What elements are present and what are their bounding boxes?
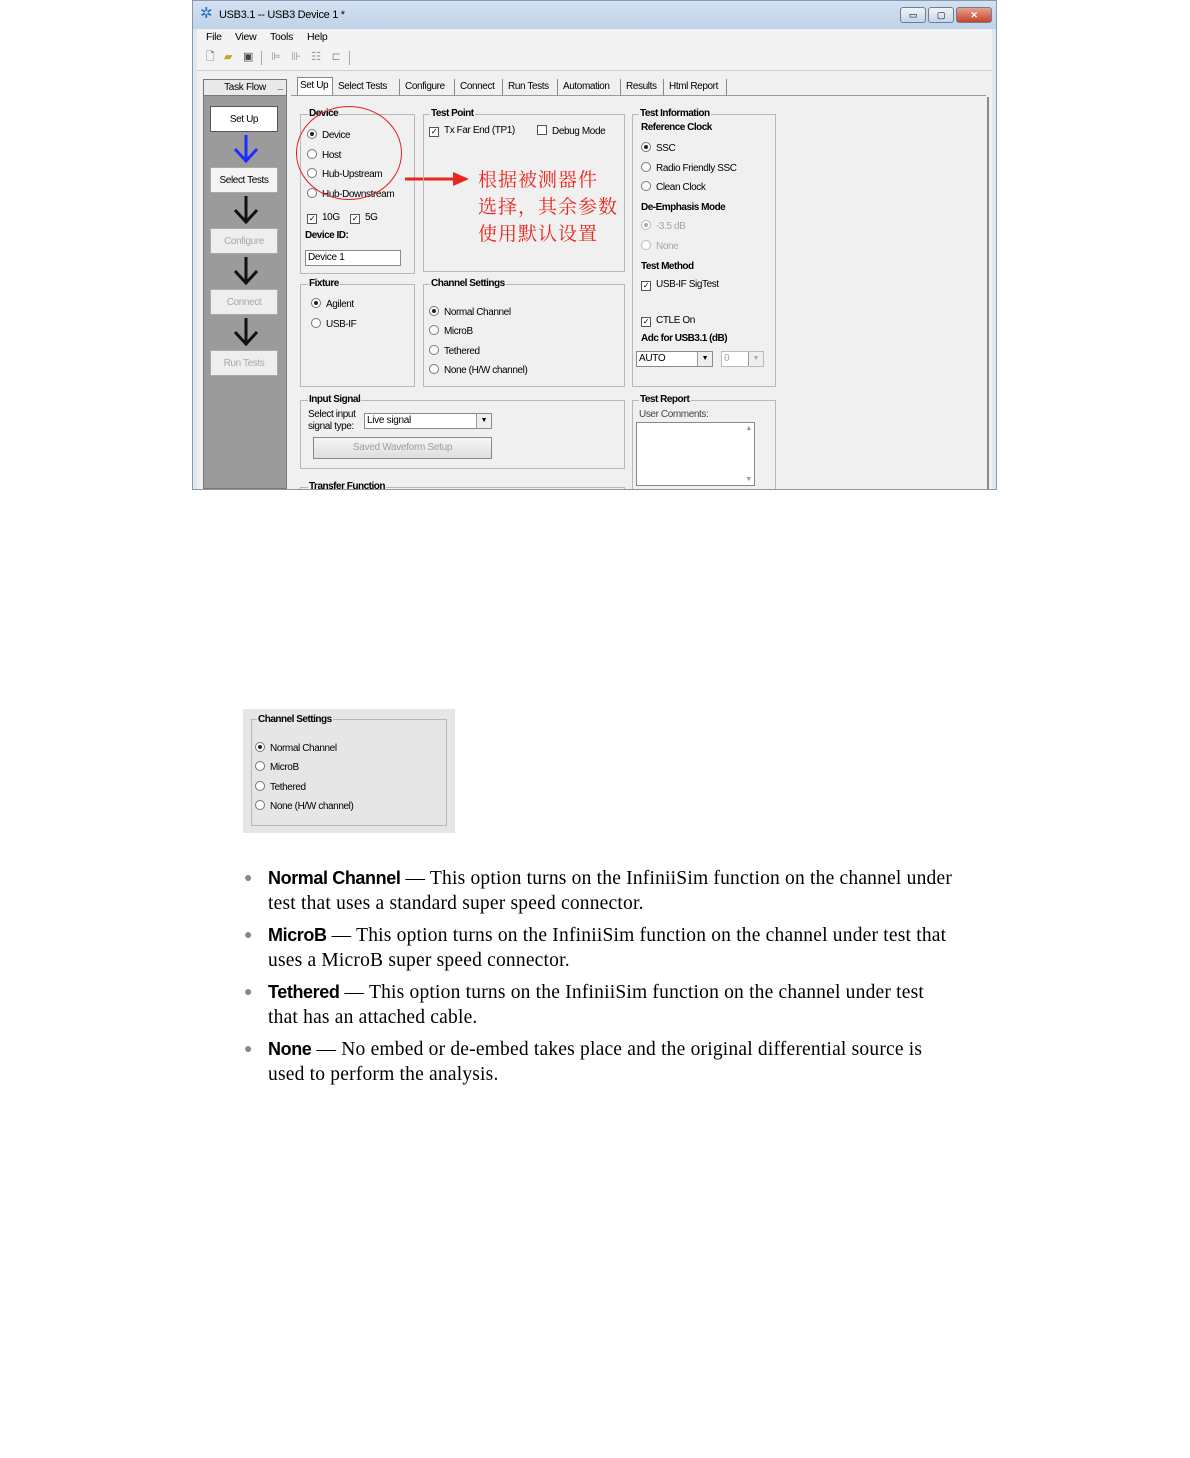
tab-select-tests[interactable]: Select Tests: [336, 79, 400, 95]
bullet-icon: ●: [244, 871, 253, 886]
radio-label: Agilent: [326, 299, 354, 310]
radio-icon: [255, 800, 265, 810]
radio-icon: [641, 162, 651, 172]
chevron-down-icon[interactable]: ▼: [476, 414, 491, 428]
radio-normal-channel[interactable]: [429, 306, 511, 318]
description: — This option turns on the InfiniiSim function on the channel under test that uses a standard super speed connector.: [268, 868, 953, 914]
list-item: [244, 980, 954, 1030]
radio-deemph-none[interactable]: [641, 240, 678, 252]
checkbox-checked-icon: ✓: [642, 317, 650, 326]
maximize-button[interactable]: ▢: [928, 7, 954, 23]
radio-icon: [311, 318, 321, 328]
user-comments-textarea[interactable]: [636, 422, 755, 486]
step-connect[interactable]: Connect: [210, 289, 278, 315]
tab-html-report[interactable]: Html Report: [667, 79, 727, 95]
signal-type-label-2: signal type:: [308, 421, 354, 432]
stop-icon[interactable]: ⊏: [331, 51, 341, 63]
list-item: [244, 923, 954, 973]
radio-selected-icon: [255, 742, 265, 752]
toolbar: [197, 46, 992, 71]
adc-value-select[interactable]: [721, 351, 764, 367]
radio-minus-3-5-db[interactable]: [641, 220, 685, 232]
adc-value: 0: [724, 353, 730, 364]
task-flow-panel: [203, 79, 287, 489]
radio-selected-icon: [641, 142, 651, 152]
checkbox-label: 5G: [365, 212, 378, 223]
snippet-title: Channel Settings: [258, 714, 332, 725]
radio-label: None: [656, 241, 679, 252]
tab-results[interactable]: Results: [624, 79, 664, 95]
radio-label: -3.5 dB: [656, 221, 686, 232]
tab-set-up[interactable]: Set Up: [297, 77, 333, 96]
snippet-radio-tethered: [255, 781, 306, 793]
app-logo-icon: ✲: [200, 5, 213, 22]
list-item: [244, 1037, 954, 1087]
radio-icon: [255, 761, 265, 771]
title-bar: [193, 1, 996, 29]
checkbox-checked-icon: ✓: [430, 127, 438, 136]
checkbox-checked-icon: ✓: [308, 214, 316, 223]
reference-clock-label: Reference Clock: [641, 122, 712, 133]
menu-bar: [197, 29, 992, 46]
radio-icon: [429, 325, 439, 335]
scrollbar[interactable]: [987, 97, 989, 490]
menu-tools[interactable]: Tools: [270, 31, 294, 43]
test-report-title: Test Report: [640, 394, 690, 405]
checkbox-checked-icon: ✓: [642, 281, 650, 290]
radio-label: Tethered: [444, 346, 480, 357]
toolbar-separator: [349, 51, 350, 65]
tab-connect[interactable]: Connect: [458, 79, 503, 95]
checkbox-label: Tx Far End (TP1): [444, 125, 515, 136]
checkbox-ctle-on[interactable]: [641, 315, 695, 327]
radio-icon: [429, 364, 439, 374]
term: Normal Channel: [268, 868, 401, 888]
radio-radio-friendly-ssc[interactable]: [641, 162, 737, 174]
scroll-down-icon[interactable]: ▼: [745, 476, 752, 483]
radio-ssc[interactable]: [641, 142, 675, 154]
minimize-button[interactable]: ▭: [900, 7, 926, 23]
user-comments-label: User Comments:: [639, 409, 709, 420]
checkbox-label: CTLE On: [656, 315, 695, 326]
task-flow-title: Task Flow: [224, 82, 266, 93]
collapse-icon[interactable]: _: [277, 80, 283, 91]
task-flow-header: [204, 80, 286, 96]
input-signal-title: Input Signal: [309, 394, 361, 405]
open-folder-icon[interactable]: ▰: [223, 51, 233, 63]
arrow-down-icon: [226, 134, 266, 164]
save-icon[interactable]: ▣: [242, 51, 254, 63]
annotation-line-3: 使用默认设置: [478, 223, 599, 245]
description: — This option turns on the InfiniiSim function on the channel under test that has an attached cable.: [268, 982, 925, 1028]
checkbox-label: USB-IF SigTest: [656, 279, 719, 290]
adc-label: Adc for USB3.1 (dB): [641, 333, 728, 344]
window-title: USB3.1 -- USB3 Device 1 *: [219, 9, 345, 21]
radio-clean-clock[interactable]: [641, 181, 706, 193]
term: Tethered: [268, 982, 340, 1002]
highlight-circle: [296, 106, 402, 200]
list-icon[interactable]: ☷: [311, 51, 321, 63]
arrow-down-icon: [226, 195, 266, 225]
adc-mode-value: AUTO: [639, 353, 666, 364]
test-method-label: Test Method: [641, 261, 694, 272]
radio-label: MicroB: [444, 326, 473, 337]
description: — This option turns on the InfiniiSim function on the channel under test that uses a MicroB super speed connector.: [268, 925, 947, 971]
annotation-line-1: 根据被测器件: [478, 169, 599, 191]
chevron-down-icon[interactable]: ▼: [748, 352, 763, 366]
checkbox-checked-icon: ✓: [351, 214, 359, 223]
radio-selected-icon: [311, 298, 321, 308]
checkbox-label: 10G: [322, 212, 340, 223]
close-button[interactable]: ✕: [956, 7, 992, 23]
radio-label: Radio Friendly SSC: [656, 163, 737, 174]
test-information-title: Test Information: [640, 108, 710, 119]
arrow-down-icon: [226, 256, 266, 286]
radio-label: Normal Channel: [270, 743, 337, 754]
radio-label: Tethered: [270, 782, 306, 793]
menu-help[interactable]: Help: [307, 31, 328, 43]
menu-file[interactable]: File: [206, 31, 222, 43]
device-id-input[interactable]: Device 1: [305, 250, 401, 266]
term: None: [268, 1039, 312, 1059]
signal-type-value: Live signal: [367, 415, 411, 426]
radio-label: Hub-Upstream: [322, 169, 383, 180]
device-id-label: Device ID:: [305, 230, 349, 241]
step-configure[interactable]: Configure: [210, 228, 278, 254]
annotation-line-2: 选择，其余参数: [478, 196, 619, 218]
adc-mode-select[interactable]: [636, 351, 713, 367]
option-descriptions: [244, 866, 954, 1094]
radio-label: Device: [322, 130, 351, 141]
radio-label: USB-IF: [326, 319, 357, 330]
radio-icon: [429, 345, 439, 355]
radio-label: Normal Channel: [444, 307, 511, 318]
device-group-title: Device: [309, 108, 339, 119]
checkbox-debug-mode[interactable]: [537, 125, 605, 137]
step-set-up[interactable]: Set Up: [210, 106, 278, 132]
radio-agilent[interactable]: [311, 298, 354, 310]
tab-configure[interactable]: Configure: [403, 79, 455, 95]
radio-label: None (H/W channel): [444, 365, 528, 376]
radio-label: MicroB: [270, 762, 299, 773]
list-item: [244, 866, 954, 916]
term: MicroB: [268, 925, 327, 945]
radio-icon: [641, 240, 651, 250]
app-window: [192, 0, 997, 490]
tab-automation[interactable]: Automation: [561, 79, 621, 95]
de-emphasis-label: De-Emphasis Mode: [641, 202, 726, 213]
radio-label: Host: [322, 150, 341, 161]
chevron-down-icon[interactable]: ▼: [697, 352, 712, 366]
radio-selected-icon: [429, 306, 439, 316]
snippet-radio-none: [255, 800, 353, 812]
run-selected-icon[interactable]: ⊪: [291, 51, 301, 63]
radio-label: Hub-Downstream: [322, 189, 395, 200]
radio-selected-icon: [641, 220, 651, 230]
checkbox-10g[interactable]: [307, 212, 340, 224]
radio-icon: [255, 781, 265, 791]
signal-type-label-1: Select input: [308, 409, 356, 420]
arrow-down-icon: [226, 317, 266, 347]
channel-settings-title: Channel Settings: [431, 278, 505, 289]
radio-microb[interactable]: [429, 325, 473, 337]
radio-none[interactable]: [429, 364, 527, 376]
radio-label: None (H/W channel): [270, 801, 354, 812]
channel-settings-snippet: [243, 709, 455, 833]
new-file-icon[interactable]: 🗋: [205, 51, 215, 63]
bullet-icon: ●: [244, 928, 253, 943]
saved-waveform-setup-button[interactable]: Saved Waveform Setup: [313, 437, 492, 459]
signal-type-select[interactable]: [364, 413, 492, 429]
bullet-icon: ●: [244, 1042, 253, 1057]
checkbox-icon: [537, 125, 547, 135]
tab-run-tests[interactable]: Run Tests: [506, 79, 558, 95]
snippet-radio-normal-channel: [255, 742, 337, 754]
checkbox-usb-if-sigtest[interactable]: [641, 279, 719, 291]
radio-icon: [641, 181, 651, 191]
run-icon[interactable]: ⊫: [271, 51, 281, 63]
test-point-title: Test Point: [431, 108, 474, 119]
toolbar-separator: [261, 51, 262, 65]
step-run-tests[interactable]: Run Tests: [210, 350, 278, 376]
snippet-radio-microb: [255, 761, 299, 773]
checkbox-label: Debug Mode: [552, 126, 606, 137]
radio-label: Clean Clock: [656, 182, 706, 193]
radio-usb-if[interactable]: [311, 318, 356, 330]
radio-tethered[interactable]: [429, 345, 480, 357]
checkbox-tx-far-end[interactable]: [429, 125, 515, 137]
fixture-title: Fixture: [309, 278, 339, 289]
checkbox-5g[interactable]: [350, 212, 378, 224]
description: — No embed or de-embed takes place and the original differential source is used to perform the analysis.: [268, 1039, 923, 1085]
step-select-tests[interactable]: Select Tests: [210, 167, 278, 193]
bullet-icon: ●: [244, 985, 253, 1000]
scroll-up-icon[interactable]: ▲: [745, 425, 752, 432]
menu-view[interactable]: View: [235, 31, 257, 43]
transfer-function-title: Transfer Function: [309, 481, 385, 490]
radio-label: SSC: [656, 143, 676, 154]
